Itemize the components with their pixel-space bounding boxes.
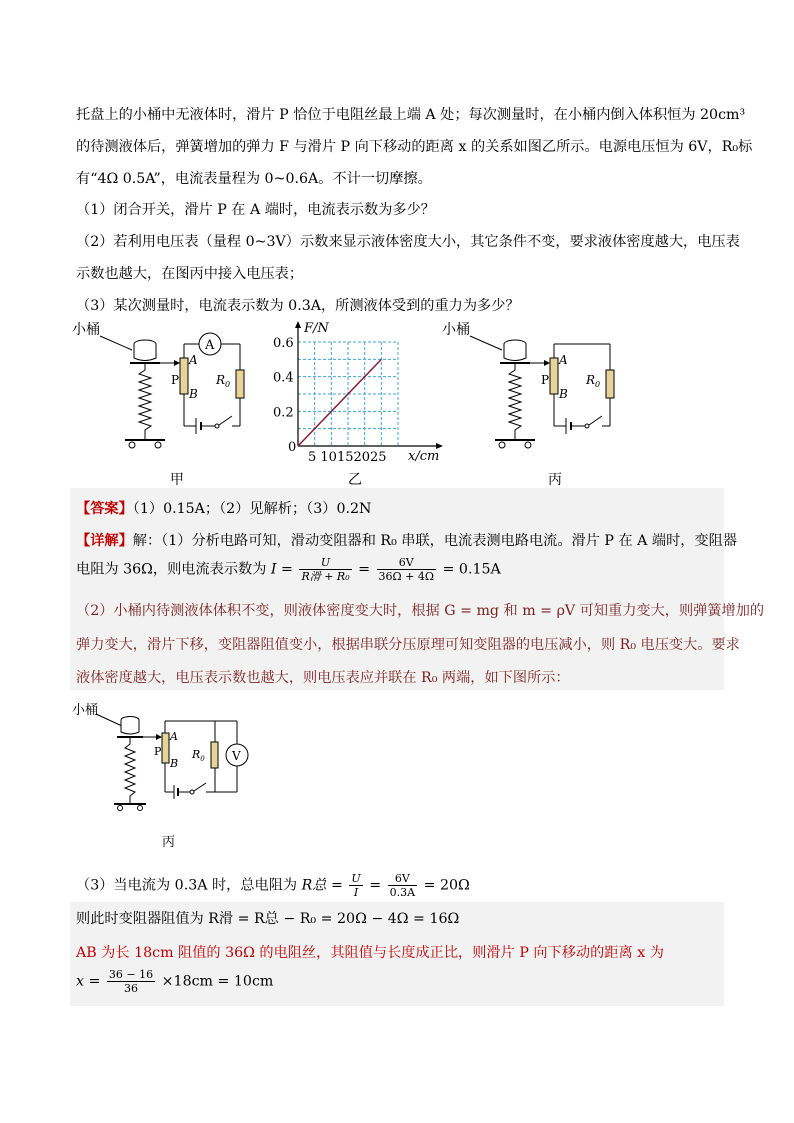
question-1: （1）闭合开关，滑片 P 在 A 端时，电流表示数为多少？ (76, 202, 435, 218)
detail-line-6: （3）当电流为 0.3A 时，总电阻为 R总 = $\frac{U}{I}$ = $\frac{6V}{0.3A}$ = 20Ω (76, 872, 470, 899)
figure-bing-answer-circuit (70, 700, 260, 850)
y-tick-labels (273, 336, 296, 455)
svg-text:P: P (154, 745, 162, 758)
svg-text:R0: $R_0$ (216, 373, 231, 389)
voltmeter-symbol: V (232, 749, 241, 763)
detail-line-3: （2）小桶内待测液体体积不变，则液体密度变大时，根据 G = mg 和 m = ρV 可知重力变大，则弹簧增加的 (76, 603, 765, 619)
answer-text: （1）0.15A；（2）见解析；（3）0.2N (132, 501, 372, 517)
chart-series (298, 359, 381, 446)
answer-tag: 【答案】 (76, 501, 133, 517)
answer-section (70, 488, 724, 690)
figure-yi-chart (268, 318, 448, 488)
y-tick-label: 0.6 (273, 336, 294, 351)
detail-line-4: 弹力变大，滑片下移，变阻器阻值变小，根据串联分压原理可知变阻器的电压减小，则 R₀ 电压变大。要求 (76, 637, 740, 653)
question-2-line-1: （2）若利用电压表（量程 0~3V）示数来显示液体密度大小，其它条件不变，要求液体密度越大，电压表 (76, 234, 740, 250)
svg-text:A: A (189, 353, 198, 367)
caption-yi: 乙 (348, 472, 362, 488)
svg-text:P: P (541, 373, 550, 387)
detail-line-1: 【详解】解：（1）分析电路可知，滑动变阻器和 R₀ 串联，电流表测电路电流。滑片 P 在 A 端时，变阻器 (76, 533, 738, 549)
ammeter-symbol: A (205, 338, 215, 353)
y-tick-label: 0.2 (273, 405, 294, 421)
detail-line-5: 液体密度越大，电压表示数也越大，则电压表应并联在 R₀ 两端，如下图所示： (76, 670, 570, 686)
svg-text:B: B (559, 387, 568, 401)
y-axis-label: F/N (304, 321, 329, 336)
caption-bing-answer: 丙 (162, 835, 176, 850)
detail-line-7: 则此时变阻器阻值为 R滑 = R总 − R₀ = 20Ω − 4Ω = 16Ω (76, 911, 460, 927)
detail-line-2: 电阻为 36Ω，则电流表示数为 I = $\frac{U}{\text{R滑 + R₀}}$ = $\frac{6V}{36\Omega + 4\Omega}$ = 0.15A (76, 556, 501, 583)
detail-line-9: x = $\frac{36 - 16}{36}$ ×18cm = 10cm (76, 968, 274, 995)
figure-jia-circuit (70, 318, 250, 488)
detail-tag: 【详解】 (76, 533, 133, 549)
svg-text:小桶: 小桶 (72, 703, 99, 718)
caption-bing: 丙 (548, 472, 562, 488)
problem-line-2: 的待测液体后，弹簧增加的弹力 F 与滑片 P 向下移动的距离 x 的关系如图乙所示。电源电压恒为 6V，R₀标 (76, 139, 753, 155)
svg-text:P: P (171, 373, 180, 387)
svg-text:B: B (189, 387, 198, 401)
svg-text:B: B (170, 757, 179, 770)
bucket-label: 小桶 (442, 322, 470, 338)
detail-line-8: AB 为长 18cm 阻值的 36Ω 的电阻丝，其阻值与长度成正比，则滑片 P 向下移动的距离 x 为 (76, 945, 664, 961)
bucket-label: 小桶 (72, 322, 100, 338)
caption-jia: 甲 (170, 472, 184, 488)
y-tick-label: 0 (288, 440, 297, 455)
question-2-line-2: 示数也越大，在图丙中接入电压表； (76, 266, 304, 282)
problem-line-3: 有“4Ω 0.5A”，电流表量程为 0~0.6A。不计一切摩擦。 (76, 171, 432, 187)
figure-bing-circuit (440, 318, 620, 488)
answer-line (76, 498, 371, 518)
svg-text:R0: $R_0$ (192, 748, 205, 763)
y-tick-label: 0.4 (273, 370, 294, 386)
problem-line-1: 托盘上的小桶中无液体时，滑片 P 恰位于电阻丝最上端 A 处；每次测量时，在小桶内倒入体积恒为 20cm³ (76, 107, 746, 123)
svg-text:A: A (170, 730, 178, 743)
svg-text:R0: $R_0$ (586, 373, 601, 389)
x-tick-labels: 5 10152025 (308, 450, 387, 465)
question-3: （3）某次测量时，电流表示数为 0.3A，所测液体受到的重力为多少？ (76, 298, 520, 314)
series-line (298, 359, 381, 446)
svg-text:A: A (559, 353, 568, 367)
x-axis-label: x/cm (408, 449, 440, 464)
